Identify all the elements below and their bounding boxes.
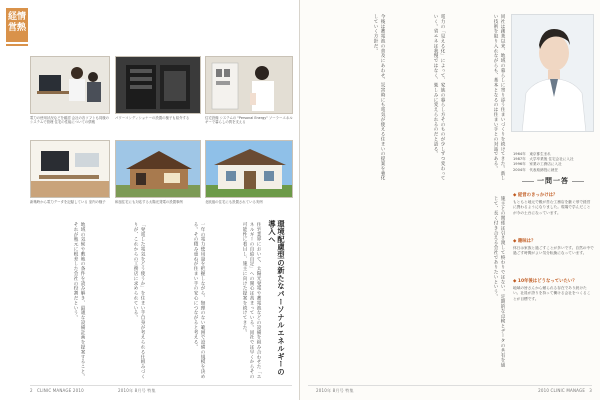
- body-col-1: 住宅業界において、太陽光発電や蓄電池などの設備を組み合わせた「エネルギーの自給自足」への関心は高まっている。同社では早くからその可能性に着目し、施主に向けた提案を続けてきた。: [242, 222, 261, 379]
- qa-question-3: ◆ 10年後はどうなっていたい？: [513, 279, 577, 284]
- caption-3: 住宅設備 システムの "Personal Energy" ソーラーエネルギーで暮らしの質を支える: [205, 116, 293, 125]
- body-col-4: 地域の気候や敷地の条件を読み解き、最適な設備計画を提案すること。それが地元に根差した会社の役割だという。: [73, 222, 85, 379]
- right-footer-rule: [308, 385, 592, 386]
- profile-line: 1987年 大学卒業後 住宅会社に入社: [513, 157, 574, 162]
- profile-list: [513, 152, 593, 173]
- body-col-3: 「発電した電気をどう使うか」を住まい手自身が考えられる仕組みづくりが、これからの工務店に求められている。: [133, 222, 145, 379]
- body-col-5: 同社は創業以来、地域の暮らしに寄り添う住まいづくりを続けてきた。新しい技術を取り入れながらも、基本となるのは住まい手との対話である。: [493, 14, 505, 181]
- qa-question-2: ◆ 趣味は？: [513, 239, 536, 244]
- body-col-2: 一年の電力使用量を把握しながら、無理のない範囲で設備の規模を決める。その積み重ねが住まい手の安心につながると考える。: [193, 222, 205, 379]
- article-headline: 環境配慮型の新たなパーソナルエネルギーの導入へ: [268, 220, 286, 376]
- caption-5: 和風住宅にも対応する太陽光発電の設置事例: [115, 200, 183, 204]
- badge-line-1: 経情: [7, 12, 26, 22]
- qa-answer-3: 地域の皆さんから頼られる存在であり続けたい。社員が誇りを持って働ける会社をつくることが目標です。: [513, 286, 591, 301]
- body-col-7: 今後は蓄電池の普及にあわせ、災害時にも電気が使える住まいの提案を強化していく方針だ。: [373, 14, 385, 181]
- body-col-6: 電力の「見える化」によって、家族の暮らし方そのものが少しずつ変わっていく。省エネは我慢ではなく、楽しみに変えられるのだと語る。: [433, 14, 445, 181]
- left-center-folio: 2010年 8月号 特集: [118, 388, 156, 393]
- photo-equipment: [115, 56, 201, 114]
- qa-question-1: ◆ 経営のきっかけは？: [513, 193, 558, 198]
- portrait-photo: [511, 14, 594, 132]
- photo-person-panel: [205, 56, 293, 114]
- caption-2: パワーコンディショナーの設置の様子も紹介する: [115, 116, 190, 120]
- right-center-folio: 2010年 8月号 特集: [316, 388, 354, 393]
- right-page: [300, 0, 600, 400]
- badge-line-2: 営熱: [7, 23, 26, 33]
- qa-title: 一問一答: [518, 176, 588, 186]
- left-footer-rule: [30, 385, 292, 386]
- photo-office: [30, 56, 110, 114]
- photo-interior: [30, 140, 110, 198]
- qa-answer-1: もともと地元で親が営む工務店を継ぐ形で経営に携わるようになりました。現場で学んだことが今の土台になっています。: [513, 200, 591, 215]
- left-folio: 2 CLINIC MANAGE 2010: [30, 388, 84, 393]
- qa-answer-2: 休日は家族と過ごすことが多いです。自然の中で過ごす時間がよい気分転換になっています。: [513, 246, 594, 256]
- right-folio: 2010 CLINIC MANAGE 3: [538, 388, 592, 393]
- photo-white-house: [205, 140, 293, 198]
- caption-1: 電力の使用状況などを確認 会社の各ソフトも同様のシステムで管理 住宅の性能についての情報: [30, 116, 110, 125]
- caption-4: 新築時から電力データを記録している 室内の様子: [30, 200, 106, 204]
- profile-line: 1964年 東京都生まれ: [513, 152, 551, 156]
- body-col-8: 施主との関係は引き渡して終わりではない。定期的な点検とデータの共有を通じて、長く付き合える会社でありたいという。: [493, 196, 505, 368]
- profile-line: 1996年 家業の工務店に入社: [513, 162, 562, 167]
- caption-6: 北欧風の住宅にも設置されている実例: [205, 200, 263, 204]
- badge-rule: [6, 44, 28, 46]
- section-badge: [6, 8, 28, 42]
- profile-line: 2004年 代表取締役に就任: [513, 167, 559, 172]
- photo-wooden-house: [115, 140, 201, 198]
